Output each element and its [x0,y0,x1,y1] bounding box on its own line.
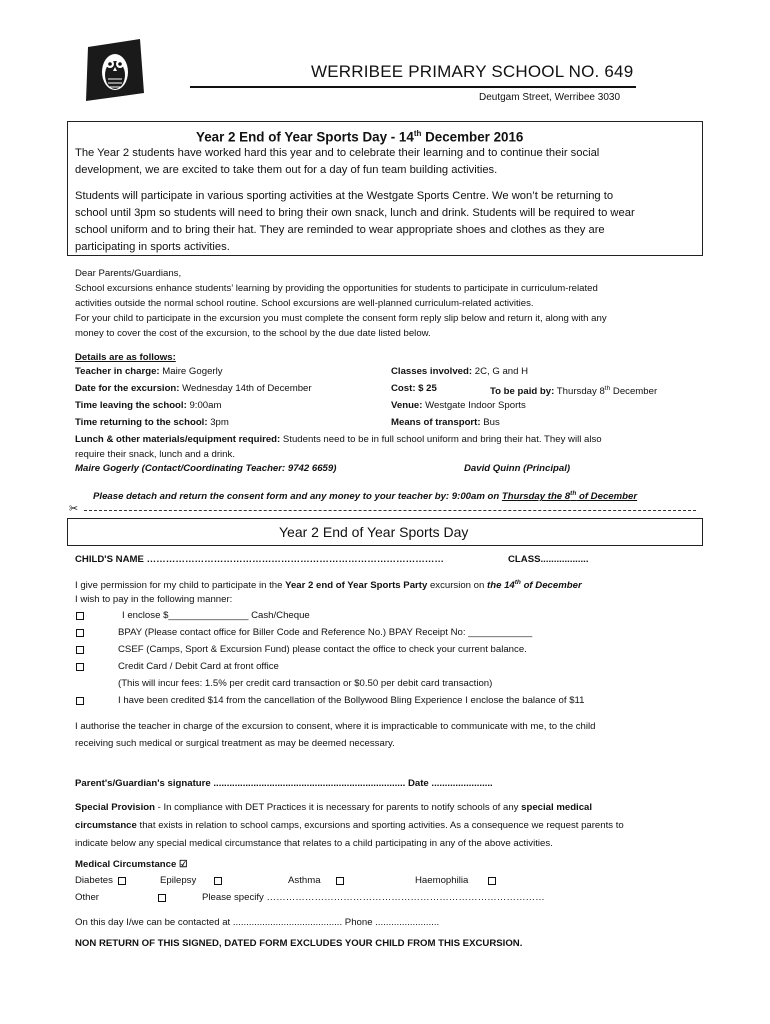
condition-diabetes: Diabetes [75,875,113,886]
please-specify-field[interactable]: Please specify …………………………………………………………………………… [202,892,545,903]
cost: Cost: $ 25 [391,383,437,394]
means-of-transport: Means of transport: Bus [391,417,500,428]
medical-circumstance-label: Medical Circumstance ☑ [75,859,188,870]
special-provision: Special Provision - In compliance with DET Practices it is necessary for parents to notify schools of any special medical circumstance that exists in relation to school camps, excursions and sporting activities. As a consequence we request parents to indicate below any special medical circumstance that relates to a child participating in any of the above activities. [75,802,624,849]
non-return-warning: NON RETURN OF THIS SIGNED, DATED FORM EXCLUDES YOUR CHILD FROM THIS EXCURSION. [75,938,523,949]
principal: David Quinn (Principal) [464,463,571,474]
option-cash-checkbox[interactable] [76,612,84,620]
owl-logo [78,39,148,103]
epilepsy-checkbox[interactable] [214,877,222,885]
condition-haemophilia: Haemophilia [415,875,469,886]
option-credited-checkbox[interactable] [76,697,84,705]
time-leaving: Time leaving the school: 9:00am [75,400,222,411]
authorise-text: I authorise the teacher in charge of the excursion to consent, where it is impracticable to communicate with me, to the child receiving such medical or surgical treatment as may be deemed necessary. [75,721,596,749]
detach-instruction: Please detach and return the consent form and any money to your teacher by: 9:00am on Thursday the 8th of December [93,490,638,503]
signature-line[interactable]: Parent's/Guardian's signature ........................................................................ Date ....................... [75,778,493,789]
school-name: WERRIBEE PRIMARY SCHOOL NO. 649 [311,62,634,81]
condition-epilepsy: Epilepsy [160,875,197,886]
permission-text: I give permission for my child to participate in the Year 2 end of Year Sports Party excursion on the 14th of December [75,579,582,592]
cut-line [84,510,696,511]
pay-intro: I wish to pay in the following manner: [75,594,233,605]
intro-title: Year 2 End of Year Sports Day - 14th December 2016 [196,129,524,145]
option-csef: CSEF (Camps, Sport & Excursion Fund) please contact the office to check your current balance. [118,644,527,655]
time-returning: Time returning to the school: 3pm [75,417,229,428]
letter-body: Dear Parents/Guardians, School excursions enhance students’ learning by providing the opportunities for students to participate in curriculum-related activities outside the normal school routine. School excursions are well-planned curriculum-related activities. For your child to participate in the excursion you must complete the consent form reply slip below and return it, along with any money to cover the cost of the excursion, to the school by the due date listed below. [75,268,607,339]
excursion-date: Date for the excursion: Wednesday 14th of December [75,383,312,394]
intro-para-2: Students will participate in various sporting activities at the Westgate Sports Centre. We won’t be returning to school until 3pm so students will need to bring their own snack, lunch and drink. Students will be required to wear school uniform and to bring their hat. They are reminded to wear appropriate shoes and clothes as they are participating in sports activities. [75,190,635,253]
option-card: Credit Card / Debit Card at front office [118,661,279,672]
asthma-checkbox[interactable] [336,877,344,885]
to-be-paid-by: To be paid by: Thursday 8th December [490,385,658,398]
other-checkbox[interactable] [158,894,166,902]
classes-involved: Classes involved: 2C, G and H [391,366,529,377]
condition-other: Other [75,892,99,903]
scissors-icon: ✂ [69,502,79,515]
diabetes-checkbox[interactable] [118,877,126,885]
teacher-in-charge: Teacher in charge: Maire Gogerly [75,366,223,377]
option-card-checkbox[interactable] [76,663,84,671]
child-name-field[interactable]: CHILD'S NAME ………………………………………………………………………………… [75,554,444,565]
letter-greeting: Dear Parents/Guardians, [75,268,182,279]
intro-para-1: The Year 2 students have worked hard this year and to celebrate their learning and to continue their social development, we are excited to take them out for a day of fun team building activities. [75,147,600,176]
venue: Venue: Westgate Indoor Sports [391,400,526,411]
option-card-fees: (This will incur fees: 1.5% per credit card transaction or $0.50 per debit card transaction) [118,678,493,689]
lunch-requirements: Lunch & other materials/equipment required: Students need to be in full school uniform and bring their hat. They will also require their snack, lunch and a drink. [75,434,602,460]
option-bpay-checkbox[interactable] [76,629,84,637]
school-address: Deutgam Street, Werribee 3030 [479,92,621,103]
option-cash: I enclose $_______________ Cash/Cheque [122,610,310,621]
class-field[interactable]: CLASS.................. [508,554,589,565]
haemophilia-checkbox[interactable] [488,877,496,885]
form-title: Year 2 End of Year Sports Day [279,524,469,540]
option-csef-checkbox[interactable] [76,646,84,654]
header-rule [190,86,636,88]
condition-asthma: Asthma [288,875,321,886]
option-bpay: BPAY (Please contact office for Biller Code and Reference No.) BPAY Receipt No: ____________ [118,627,533,638]
details-heading: Details are as follows: [75,352,176,363]
contact-line[interactable]: On this day I/we can be contacted at ......................................... Phone ........................ [75,917,440,928]
option-credited: I have been credited $14 from the cancellation of the Bollywood Bling Experience I enclose the balance of $11 [118,695,585,706]
coordinating-teacher: Maire Gogerly (Contact/Coordinating Teacher: 9742 6659) [75,463,337,474]
